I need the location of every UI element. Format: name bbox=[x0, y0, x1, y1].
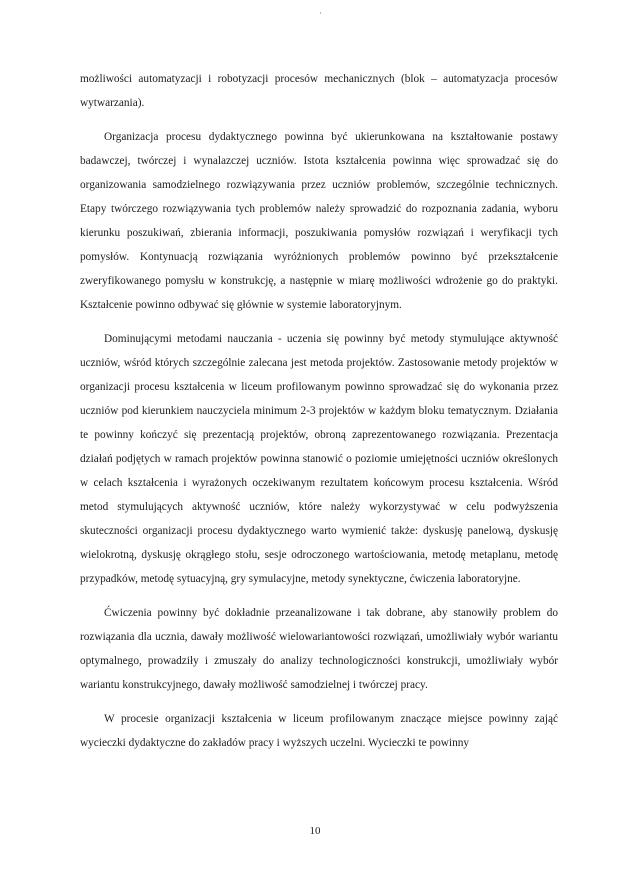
paragraph-cwiczenia: Ćwiczenia powinny być dokładnie przeanalizowane i tak dobrane, aby stanowiły problem do rozwiązania dla ucznia, dawały możliwość wielowariantowości rozwiązań, umożliwiały wybór wariantu optymalnego, prowadziły i zmuszały do analizy technologiczności konstrukcji, umożliwiały wybór wariantu konstrukcyjnego, dawały możliwość samodzielnej i twórczej pracy. bbox=[80, 607, 558, 691]
paragraph-organizacja: Organizacja procesu dydaktycznego powinna być ukierunkowana na kształtowanie postawy badawczej, twórczej i wynalazczej uczniów. Istota kształcenia powinna więc sprowadzać się do organizowania samodzielnego rozwiązywania przez uczniów problemów, szczególnie technicznych. Etapy twórczego rozwiązywania tych problemów należy sprowadzić do rozpoznania zadania, wyboru kierunku poszukiwań, zbierania informacji, poszukiwania pomysłów rozwiązań i weryfikacji tych pomysłów. Kontynuacją rozwiązania wyróżnionych problemów powinno być przekształcenie zweryfikowanego pomysłu w konstrukcję, a następnie w miarę możliwości wdrożenie go do praktyki. Kształcenie powinno odbywać się głównie w systemie laboratoryjnym. bbox=[80, 131, 558, 311]
page-number: 10 bbox=[309, 825, 321, 837]
paragraph-continuation: możliwości automatyzacji i robotyzacji procesów mechanicznych (blok – automatyzacja procesów wytwarzania). bbox=[80, 73, 558, 109]
scan-speck bbox=[320, 12, 321, 14]
paragraph-wycieczki: W procesie organizacji kształcenia w liceum profilowanym znaczące miejsce powinny zająć wycieczki dydaktyczne do zakładów pracy i wyższych uczelni. Wycieczki te powinny bbox=[80, 713, 558, 749]
body-text bbox=[80, 67, 558, 765]
paragraph-metody: Dominującymi metodami nauczania - uczenia się powinny być metody stymulujące aktywność uczniów, wśród których szczególnie zalecana jest metoda projektów. Zastosowanie metody projektów w organizacji procesu kształcenia w liceum profilowanym powinno sprowadzać się do wykonania przez uczniów pod kierunkiem nauczyciela minimum 2-3 projektów w każdym bloku tematycznym. Działania te powinny kończyć się prezentacją projektów, obroną zaprezentowanego rozwiązania. Prezentacja działań podjętych w ramach projektów powinna stanowić o poziomie umiejętności uczniów określonych w celach kształcenia i wyrażonych oczekiwanym rezultatem końcowym procesu kształcenia. Wśród metod stymulujących aktywność uczniów, które należy wykorzystywać w celu podwyższenia skuteczności organizacji procesu dydaktycznego warto wymienić także: dyskusję panelową, dyskusję wielokrotną, dyskusję okrągłego stołu, sesje odroczonego wartościowania, metodę metaplanu, metodę przypadków, metodę sytuacyjną, gry symulacyjne, metody synektyczne, ćwiczenia laboratoryjne. bbox=[80, 333, 558, 585]
